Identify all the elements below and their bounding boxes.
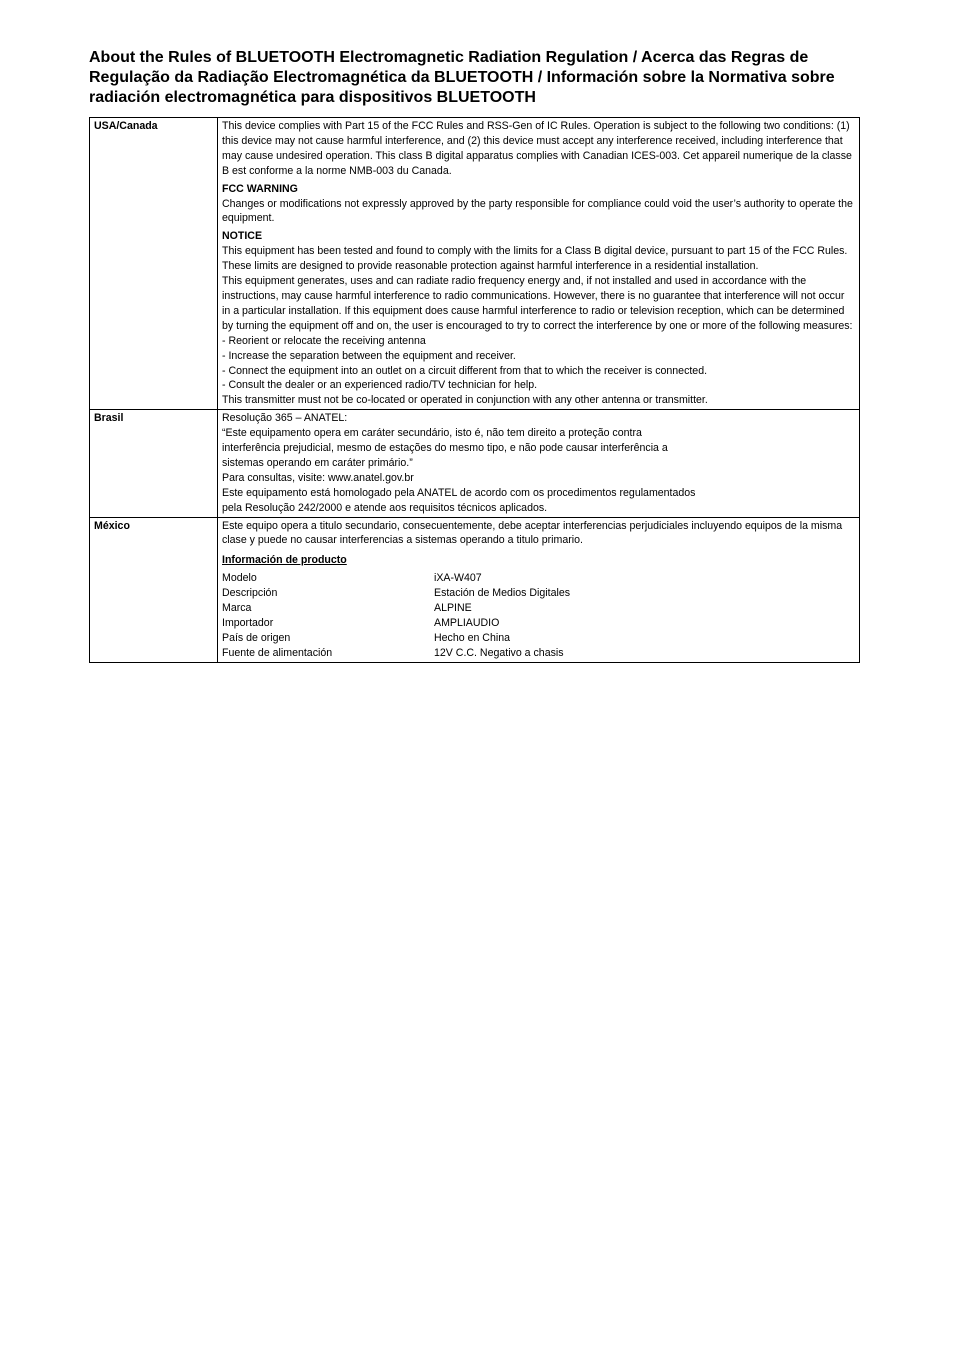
fcc-warning-text: Changes or modifications not expressly approved by the party responsible for compliance could void the user’s authority to operate the equipment. bbox=[222, 197, 853, 225]
spec-value: 12V C.C. Negativo a chasis bbox=[434, 646, 564, 659]
product-info-heading: Información de producto bbox=[222, 554, 347, 567]
spec-value: Hecho en China bbox=[434, 631, 510, 644]
spec-row bbox=[222, 571, 570, 586]
measure-item: - Reorient or relocate the receiving antenna bbox=[222, 334, 426, 347]
mexico-statement: Este equipo opera a titulo secundario, consecuentemente, debe aceptar interferencias perjudiciales incluyendo equipos de la misma clase y puede no causar interferencias a sistemas operando a titulo primario. bbox=[222, 519, 843, 547]
measure-item: - Consult the dealer or an experienced radio/TV technician for help. bbox=[222, 379, 538, 392]
spec-label: Descripción bbox=[222, 587, 278, 600]
spec-label: Importador bbox=[222, 617, 274, 629]
spec-value: AMPLIAUDIO bbox=[434, 617, 500, 629]
fcc-warning-heading: FCC WARNING bbox=[222, 182, 298, 195]
notice-paragraph: This equipment generates, uses and can radiate radio frequency energy and, if not installed and used in accordance with the instructions, may cause harmful interference to radio communications. However, there is no guarantee that interference will not occur in a particular installation. If this equipment does cause harmful interference to radio or television reception, which can be determined by turning the equipment off and on, the user is encouraged to try to correct the interference by one or more of the following measures: bbox=[222, 275, 853, 332]
measure-item: - Increase the separation between the equipment and receiver. bbox=[222, 349, 516, 362]
anatel-line: sistemas operando em caráter primário.” bbox=[222, 456, 413, 469]
region-content-usa-canada bbox=[218, 118, 860, 410]
region-content-brasil bbox=[218, 410, 860, 517]
table-row-mexico bbox=[90, 517, 860, 662]
spec-label: Modelo bbox=[222, 572, 257, 585]
spec-row bbox=[222, 601, 570, 616]
region-label-usa-canada: USA/Canada bbox=[90, 118, 218, 410]
spec-row bbox=[222, 586, 570, 601]
spec-row bbox=[222, 631, 570, 646]
anatel-line: “Este equipamento opera em caráter secundário, isto é, não tem direito a proteção contra bbox=[222, 427, 642, 440]
spec-label: Fuente de alimentación bbox=[222, 646, 333, 659]
spec-value: Estación de Medios Digitales bbox=[434, 587, 571, 600]
page-title: About the Rules of BLUETOOTH Electromagnetic Radiation Regulation / Acerca das Regras de Regulação da Radiação Electromagnética da BLUETOOTH / Información sobre la Normativa sobre radiación electromagnética para dispositivos BLUETOOTH bbox=[89, 49, 835, 106]
regulation-table bbox=[89, 117, 860, 663]
spec-value: iXA-W407 bbox=[434, 572, 482, 585]
spec-label: Marca bbox=[222, 602, 252, 615]
spec-row bbox=[222, 616, 570, 631]
region-content-mexico bbox=[218, 517, 860, 662]
anatel-line: Para consultas, visite: www.anatel.gov.br bbox=[222, 471, 414, 484]
table-row-brasil bbox=[90, 410, 860, 517]
anatel-line: Resolução 365 – ANATEL: bbox=[222, 412, 348, 425]
measure-item: - Connect the equipment into an outlet on a circuit different from that to which the receiver is connected. bbox=[222, 364, 708, 377]
transmitter-statement: This transmitter must not be co-located or operated in conjunction with any other antenna or transmitter. bbox=[222, 394, 708, 407]
product-spec-table bbox=[222, 571, 570, 660]
table-row-usa-canada bbox=[90, 118, 860, 410]
fcc-compliance-statement: This device complies with Part 15 of the FCC Rules and RSS-Gen of IC Rules. Operation is subject to the following two conditions: (1) this device may not cause harmful interference, and (2) this device must accept any interference received, including interference that may cause undesired operation. This class B digital apparatus complies with Canadian ICES-003. Cet appareil numerique de la classe B est conforme a la norme NMB-003 du Canada. bbox=[222, 120, 852, 177]
anatel-line: pela Resolução 242/2000 e atende aos requisitos técnicos aplicados. bbox=[222, 501, 548, 514]
anatel-line: interferência prejudicial, mesmo de estações do mesmo tipo, e não pode causar interferência a bbox=[222, 442, 668, 455]
spec-value: ALPINE bbox=[434, 602, 472, 615]
anatel-line: Este equipamento está homologado pela ANATEL de acordo com os procedimentos regulamentados bbox=[222, 486, 696, 499]
spec-label: País de origen bbox=[222, 631, 291, 644]
region-label-mexico: México bbox=[90, 517, 218, 662]
spec-row bbox=[222, 646, 570, 661]
notice-heading: NOTICE bbox=[222, 230, 263, 243]
region-label-brasil: Brasil bbox=[90, 410, 218, 517]
notice-paragraph: This equipment has been tested and found to comply with the limits for a Class B digital device, pursuant to part 15 of the FCC Rules. These limits are designed to provide reasonable protection against harmful interference in a residential installation. bbox=[222, 245, 848, 273]
